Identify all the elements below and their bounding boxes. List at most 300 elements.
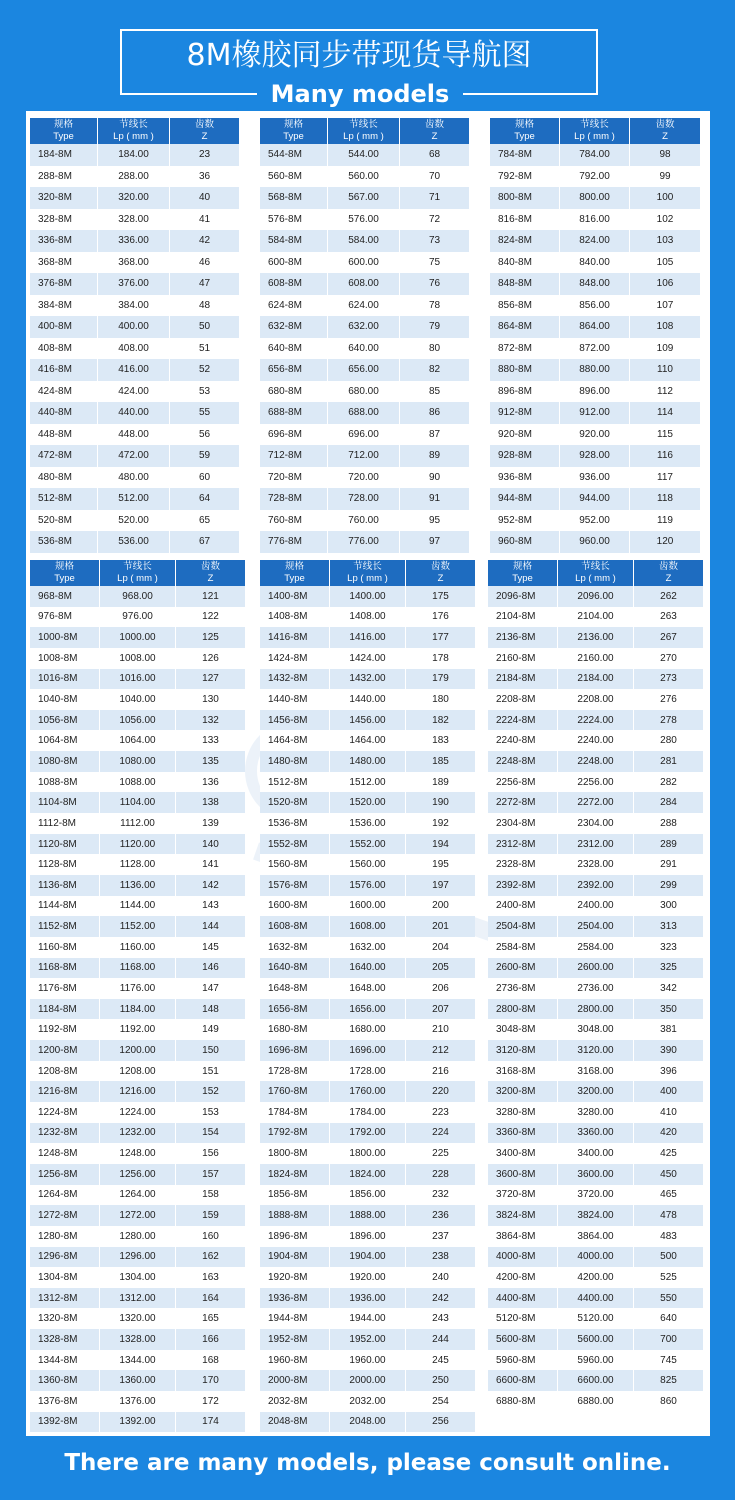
cell-type: 1320-8M <box>30 1308 100 1329</box>
table-row <box>30 627 245 648</box>
cell-type: 1512-8M <box>260 772 330 793</box>
table-row <box>490 144 700 166</box>
cell-teeth: 152 <box>202 1086 219 1098</box>
header-label: Lp ( mm ) <box>343 131 384 142</box>
table-row <box>490 402 700 424</box>
cell-teeth: 59 <box>198 450 211 462</box>
table-row <box>488 1164 703 1185</box>
cell-length: 536.00 <box>98 531 170 553</box>
cell-type: 896-8M <box>490 381 560 403</box>
header-label: Z <box>662 131 668 142</box>
cell-type: 640-8M <box>260 338 328 360</box>
cell-teeth: 483 <box>660 1230 677 1242</box>
cell-type: 976-8M <box>30 607 100 628</box>
table-row <box>488 813 703 834</box>
cell-teeth: 242 <box>432 1292 449 1304</box>
cell-teeth: 116 <box>657 450 673 462</box>
cell-length: 920.00 <box>560 424 630 446</box>
cell-length: 1536.00 <box>330 813 406 834</box>
cell-length: 4400.00 <box>558 1288 634 1309</box>
cell-length: 1464.00 <box>330 730 406 751</box>
table-row <box>260 854 475 875</box>
cell-teeth: 190 <box>432 797 449 809</box>
table-row <box>30 1370 245 1391</box>
cell-length: 2208.00 <box>558 689 634 710</box>
cell-length: 640.00 <box>328 338 400 360</box>
cell-teeth: 200 <box>432 900 449 912</box>
cell-teeth: 108 <box>656 321 674 333</box>
table-row <box>30 751 245 772</box>
cell-teeth: 55 <box>198 407 211 419</box>
cell-teeth: 115 <box>657 428 673 440</box>
table-header <box>488 560 703 586</box>
cell-type: 560-8M <box>260 166 328 188</box>
cell-type: 800-8M <box>490 187 560 209</box>
cell-type: 1400-8M <box>260 586 330 607</box>
cell-teeth: 41 <box>198 213 211 225</box>
cell-length: 608.00 <box>328 273 400 295</box>
cell-type: 2000-8M <box>260 1370 330 1391</box>
table-row <box>488 1143 703 1164</box>
table-row <box>490 230 700 252</box>
cell-type: 1440-8M <box>260 689 330 710</box>
spec-table-4 <box>30 560 245 1432</box>
cell-length: 448.00 <box>98 424 170 446</box>
cell-length: 2328.00 <box>558 854 634 875</box>
cell-type: 1424-8M <box>260 648 330 669</box>
table-row <box>30 792 245 813</box>
table-row <box>260 510 469 532</box>
cell-teeth: 150 <box>202 1044 219 1056</box>
cell-length: 440.00 <box>98 402 170 424</box>
cell-length: 1280.00 <box>100 1226 176 1247</box>
cell-type: 952-8M <box>490 510 560 532</box>
cell-type: 632-8M <box>260 316 328 338</box>
cell-length: 728.00 <box>328 488 400 510</box>
cell-type: 2208-8M <box>488 689 558 710</box>
cell-length: 1904.00 <box>330 1247 406 1268</box>
cell-teeth: 156 <box>202 1148 219 1160</box>
cell-teeth: 450 <box>660 1168 677 1180</box>
cell-teeth: 175 <box>432 590 449 602</box>
header-label: Lp ( mm ) <box>574 131 615 142</box>
cell-length: 968.00 <box>100 586 176 607</box>
table-row <box>30 1123 245 1144</box>
table-row <box>30 1164 245 1185</box>
cell-type: 408-8M <box>30 338 98 360</box>
cell-length: 1200.00 <box>100 1040 176 1061</box>
cell-length: 680.00 <box>328 381 400 403</box>
cell-teeth: 76 <box>428 278 441 290</box>
cell-type: 1328-8M <box>30 1329 100 1350</box>
cell-teeth: 825 <box>660 1375 677 1387</box>
cell-type: 1216-8M <box>30 1081 100 1102</box>
cell-type: 864-8M <box>490 316 560 338</box>
cell-type: 1184-8M <box>30 999 100 1020</box>
cell-teeth: 153 <box>202 1106 219 1118</box>
table-row <box>260 1350 475 1371</box>
cell-length: 800.00 <box>560 187 630 209</box>
table-row <box>490 295 700 317</box>
cell-type: 6880-8M <box>488 1391 558 1412</box>
cell-teeth: 64 <box>198 493 211 505</box>
cell-type: 376-8M <box>30 273 98 295</box>
header-type <box>490 118 560 144</box>
cell-length: 1576.00 <box>330 875 406 896</box>
table-row <box>30 230 239 252</box>
table-row <box>260 252 469 274</box>
table-row <box>488 1061 703 1082</box>
cell-type: 3280-8M <box>488 1102 558 1123</box>
header-label: Z <box>207 573 214 584</box>
cell-length: 1920.00 <box>330 1267 406 1288</box>
cell-length: 512.00 <box>98 488 170 510</box>
table-row <box>488 1267 703 1288</box>
cell-teeth: 197 <box>432 879 449 891</box>
cell-teeth: 112 <box>657 385 673 397</box>
cell-teeth: 243 <box>432 1313 449 1325</box>
cell-teeth: 65 <box>198 514 211 526</box>
cell-length: 5960.00 <box>558 1350 634 1371</box>
table-row <box>488 730 703 751</box>
header-teeth <box>170 118 239 144</box>
header-type <box>260 118 328 144</box>
cell-length: 1080.00 <box>100 751 176 772</box>
table-row <box>260 359 469 381</box>
header-label: 规格 <box>53 119 73 130</box>
cell-teeth: 194 <box>432 838 449 850</box>
table-row <box>30 1019 245 1040</box>
cell-type: 1280-8M <box>30 1226 100 1247</box>
table-row <box>488 1288 703 1309</box>
page-title: 8M橡胶同步带现货导航图 <box>186 38 532 73</box>
table-row <box>488 1019 703 1040</box>
cell-teeth: 291 <box>660 859 677 871</box>
cell-teeth: 36 <box>198 170 211 182</box>
table-row <box>260 710 475 731</box>
table-row <box>30 999 245 1020</box>
cell-teeth: 216 <box>432 1065 449 1077</box>
cell-teeth: 107 <box>656 299 674 311</box>
cell-type: 1480-8M <box>260 751 330 772</box>
cell-type: 1136-8M <box>30 875 100 896</box>
table-row <box>260 467 469 489</box>
cell-type: 1248-8M <box>30 1143 100 1164</box>
cell-teeth: 99 <box>659 170 671 182</box>
cell-length: 1088.00 <box>100 772 176 793</box>
table-row <box>490 381 700 403</box>
cell-length: 1856.00 <box>330 1185 406 1206</box>
cell-teeth: 174 <box>202 1416 219 1428</box>
cell-length: 960.00 <box>560 531 630 553</box>
header-length <box>330 560 406 586</box>
cell-teeth: 300 <box>660 900 677 912</box>
cell-type: 1088-8M <box>30 772 100 793</box>
cell-teeth: 110 <box>657 364 673 376</box>
header-teeth <box>176 560 245 586</box>
header-label: 齿数 <box>655 119 675 130</box>
table-row <box>260 402 469 424</box>
cell-length: 1408.00 <box>330 607 406 628</box>
table-row <box>490 445 700 467</box>
cell-teeth: 254 <box>432 1395 449 1407</box>
cell-length: 912.00 <box>560 402 630 424</box>
cell-length: 1760.00 <box>330 1081 406 1102</box>
table-row <box>30 273 239 295</box>
cell-type: 1192-8M <box>30 1019 100 1040</box>
table-row <box>490 359 700 381</box>
cell-type: 3048-8M <box>488 1019 558 1040</box>
cell-length: 576.00 <box>328 209 400 231</box>
table-row <box>30 1247 245 1268</box>
cell-length: 1016.00 <box>100 669 176 690</box>
table-row <box>490 488 700 510</box>
cell-type: 816-8M <box>490 209 560 231</box>
table-row <box>30 1267 245 1288</box>
cell-length: 976.00 <box>100 607 176 628</box>
table-row <box>30 402 239 424</box>
cell-teeth: 168 <box>202 1354 219 1366</box>
cell-teeth: 244 <box>432 1333 449 1345</box>
table-row <box>260 751 475 772</box>
cell-teeth: 465 <box>660 1189 677 1201</box>
cell-length: 928.00 <box>560 445 630 467</box>
cell-type: 872-8M <box>490 338 560 360</box>
cell-length: 792.00 <box>560 166 630 188</box>
cell-teeth: 133 <box>202 735 219 747</box>
cell-type: 584-8M <box>260 230 328 252</box>
cell-type: 2160-8M <box>488 648 558 669</box>
spec-table-6 <box>488 560 703 1412</box>
cell-teeth: 396 <box>660 1065 677 1077</box>
table-row <box>260 1391 475 1412</box>
cell-length: 1944.00 <box>330 1308 406 1329</box>
cell-length: 1296.00 <box>100 1247 176 1268</box>
cell-type: 1128-8M <box>30 854 100 875</box>
table-row <box>260 1226 475 1247</box>
cell-type: 1960-8M <box>260 1350 330 1371</box>
header-type <box>30 560 100 586</box>
cell-type: 2800-8M <box>488 999 558 1020</box>
table-row <box>260 1329 475 1350</box>
cell-type: 2136-8M <box>488 627 558 648</box>
table-row <box>490 273 700 295</box>
cell-teeth: 56 <box>198 428 211 440</box>
cell-length: 2504.00 <box>558 916 634 937</box>
cell-teeth: 178 <box>432 652 449 664</box>
cell-type: 1608-8M <box>260 916 330 937</box>
header-label: 规格 <box>512 561 532 572</box>
cell-teeth: 130 <box>202 694 219 706</box>
cell-type: 4200-8M <box>488 1267 558 1288</box>
header-length <box>328 118 400 144</box>
table-row <box>488 937 703 958</box>
cell-teeth: 75 <box>428 256 441 268</box>
table-row <box>30 1226 245 1247</box>
table-row <box>488 586 703 607</box>
cell-teeth: 145 <box>202 941 219 953</box>
cell-length: 1888.00 <box>330 1205 406 1226</box>
cell-teeth: 103 <box>656 235 674 247</box>
cell-length: 5600.00 <box>558 1329 634 1350</box>
table-row <box>488 1205 703 1226</box>
cell-teeth: 425 <box>660 1148 677 1160</box>
table-row <box>488 1391 703 1412</box>
header-label: 规格 <box>514 119 534 130</box>
table-row <box>488 1102 703 1123</box>
table-row <box>260 338 469 360</box>
cell-length: 1648.00 <box>330 978 406 999</box>
cell-teeth: 207 <box>432 1003 449 1015</box>
cell-type: 3360-8M <box>488 1123 558 1144</box>
cell-length: 952.00 <box>560 510 630 532</box>
cell-length: 1640.00 <box>330 958 406 979</box>
cell-length: 480.00 <box>98 467 170 489</box>
table-panel <box>26 111 710 1436</box>
cell-teeth: 86 <box>428 407 441 419</box>
cell-teeth: 79 <box>428 321 441 333</box>
table-row <box>30 586 245 607</box>
cell-length: 2240.00 <box>558 730 634 751</box>
cell-teeth: 232 <box>432 1189 449 1201</box>
cell-teeth: 90 <box>428 471 441 483</box>
table-row <box>488 875 703 896</box>
cell-type: 1728-8M <box>260 1061 330 1082</box>
cell-teeth: 162 <box>202 1251 219 1263</box>
cell-type: 1792-8M <box>260 1123 330 1144</box>
cell-type: 1600-8M <box>260 896 330 917</box>
table-row <box>30 467 239 489</box>
table-row <box>260 669 475 690</box>
cell-teeth: 263 <box>660 611 677 623</box>
cell-teeth: 284 <box>660 797 677 809</box>
cell-type: 2104-8M <box>488 607 558 628</box>
cell-teeth: 276 <box>660 694 677 706</box>
cell-teeth: 122 <box>202 611 219 623</box>
cell-length: 1040.00 <box>100 689 176 710</box>
header-label: 规格 <box>284 561 304 572</box>
cell-teeth: 127 <box>202 673 219 685</box>
cell-length: 288.00 <box>98 166 170 188</box>
table-row <box>488 896 703 917</box>
cell-type: 3120-8M <box>488 1040 558 1061</box>
cell-type: 3200-8M <box>488 1081 558 1102</box>
cell-type: 320-8M <box>30 187 98 209</box>
cell-teeth: 313 <box>660 921 677 933</box>
cell-length: 688.00 <box>328 402 400 424</box>
table-row <box>30 710 245 731</box>
cell-length: 4200.00 <box>558 1267 634 1288</box>
table-row <box>260 875 475 896</box>
header-label: 齿数 <box>430 561 450 572</box>
cell-teeth: 47 <box>198 278 211 290</box>
cell-length: 2256.00 <box>558 772 634 793</box>
cell-teeth: 183 <box>432 735 449 747</box>
cell-length: 1224.00 <box>100 1102 176 1123</box>
cell-length: 2248.00 <box>558 751 634 772</box>
cell-length: 1792.00 <box>330 1123 406 1144</box>
cell-length: 2304.00 <box>558 813 634 834</box>
cell-type: 400-8M <box>30 316 98 338</box>
cell-teeth: 525 <box>660 1271 677 1283</box>
cell-length: 1896.00 <box>330 1226 406 1247</box>
header-label: 齿数 <box>424 119 444 130</box>
cell-teeth: 154 <box>202 1127 219 1139</box>
cell-type: 624-8M <box>260 295 328 317</box>
cell-length: 384.00 <box>98 295 170 317</box>
table-row <box>260 896 475 917</box>
cell-type: 760-8M <box>260 510 328 532</box>
cell-teeth: 220 <box>432 1086 449 1098</box>
table-row <box>260 1102 475 1123</box>
table-row <box>260 834 475 855</box>
cell-length: 336.00 <box>98 230 170 252</box>
cell-teeth: 70 <box>428 170 441 182</box>
cell-teeth: 142 <box>202 879 219 891</box>
table-row <box>30 1185 245 1206</box>
cell-teeth: 163 <box>202 1271 219 1283</box>
cell-length: 584.00 <box>328 230 400 252</box>
table-row <box>488 627 703 648</box>
cell-teeth: 166 <box>202 1333 219 1345</box>
cell-teeth: 180 <box>432 694 449 706</box>
cell-teeth: 147 <box>202 982 219 994</box>
cell-type: 520-8M <box>30 510 98 532</box>
cell-teeth: 117 <box>657 471 673 483</box>
cell-teeth: 97 <box>428 536 441 548</box>
cell-type: 336-8M <box>30 230 98 252</box>
cell-type: 1824-8M <box>260 1164 330 1185</box>
cell-length: 936.00 <box>560 467 630 489</box>
cell-length: 408.00 <box>98 338 170 360</box>
table-row <box>260 230 469 252</box>
cell-teeth: 273 <box>660 673 677 685</box>
cell-type: 1272-8M <box>30 1205 100 1226</box>
cell-type: 1432-8M <box>260 669 330 690</box>
cell-length: 2104.00 <box>558 607 634 628</box>
cell-teeth: 410 <box>660 1106 677 1118</box>
cell-length: 1000.00 <box>100 627 176 648</box>
cell-type: 2096-8M <box>488 586 558 607</box>
table-row <box>260 1081 475 1102</box>
cell-type: 328-8M <box>30 209 98 231</box>
cell-type: 1648-8M <box>260 978 330 999</box>
table-row <box>488 916 703 937</box>
cell-teeth: 151 <box>202 1065 219 1077</box>
cell-teeth: 60 <box>198 471 211 483</box>
header-label: 节线长 <box>349 119 378 130</box>
cell-length: 1440.00 <box>330 689 406 710</box>
cell-length: 1360.00 <box>100 1370 176 1391</box>
cell-length: 368.00 <box>98 252 170 274</box>
table-row <box>30 531 239 553</box>
cell-teeth: 238 <box>432 1251 449 1263</box>
cell-type: 1680-8M <box>260 1019 330 1040</box>
cell-type: 3600-8M <box>488 1164 558 1185</box>
cell-length: 1184.00 <box>100 999 176 1020</box>
cell-type: 1200-8M <box>30 1040 100 1061</box>
cell-type: 1656-8M <box>260 999 330 1020</box>
page-subtitle: Many models <box>257 80 464 108</box>
cell-length: 6880.00 <box>558 1391 634 1412</box>
cell-teeth: 182 <box>432 714 449 726</box>
header-label: 节线长 <box>580 119 609 130</box>
cell-teeth: 105 <box>656 256 674 268</box>
cell-length: 3280.00 <box>558 1102 634 1123</box>
cell-length: 3048.00 <box>558 1019 634 1040</box>
cell-type: 1152-8M <box>30 916 100 937</box>
cell-teeth: 267 <box>660 632 677 644</box>
